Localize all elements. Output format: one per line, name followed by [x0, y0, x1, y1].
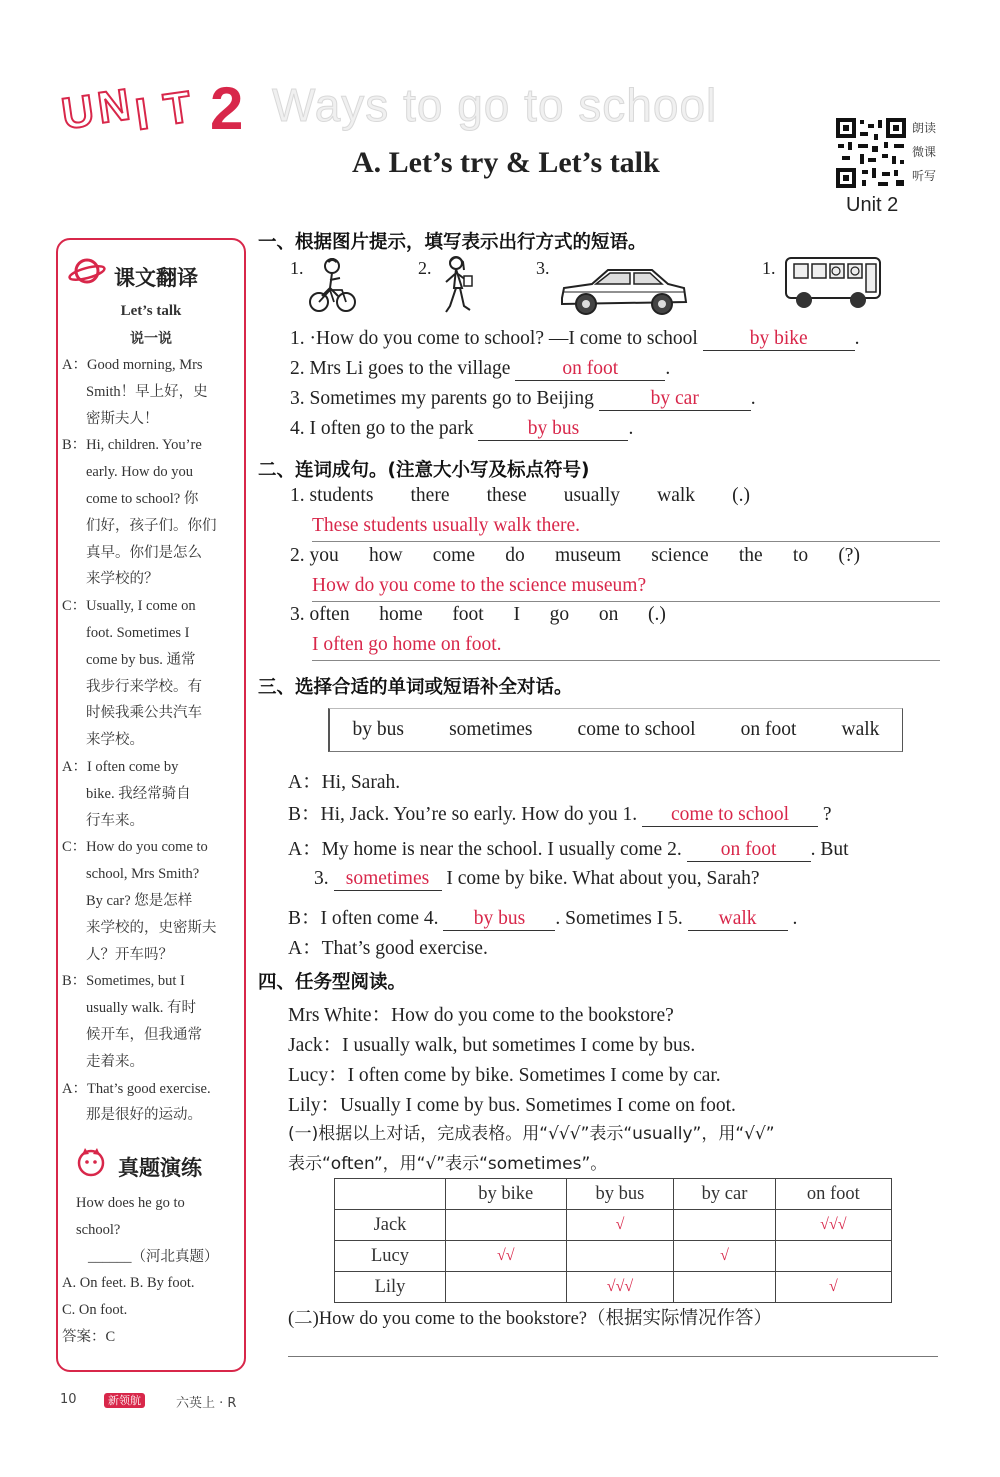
answer-blank[interactable]: by bus [478, 418, 628, 441]
question-text: 3. Sometimes my parents go to Beijing [290, 388, 594, 409]
table-cell[interactable]: √ [566, 1210, 674, 1241]
dialogue-line: 来学校。 [86, 732, 144, 749]
practice-line: C. On foot. [62, 1301, 128, 1318]
scrambled-word: (.) [732, 485, 750, 506]
table-row [335, 1210, 892, 1241]
table-header-cell: on foot [775, 1179, 891, 1210]
unit-logo [58, 75, 262, 150]
dialogue-line: A：That’s good exercise. [288, 938, 488, 959]
qr-code-icon[interactable] [834, 116, 908, 190]
part2-q3-words [290, 604, 666, 626]
table-row [335, 1272, 892, 1303]
table-header-cell: by bike [446, 1179, 567, 1210]
open-answer-line[interactable] [288, 1355, 938, 1357]
dialogue-line: A：Good morning, Mrs [62, 357, 203, 373]
dialogue-line: 时候我乘公共汽车 [86, 705, 202, 722]
part2-q3-answer[interactable]: I often go home on foot. [312, 634, 940, 661]
word-option: come to school [577, 719, 696, 740]
car-picture-icon [556, 262, 690, 320]
table-instruction: (一)根据以上对话，完成表格。用“√√√”表示“usually”，用“√√” [288, 1124, 775, 1144]
table-cell[interactable] [566, 1241, 674, 1272]
table-cell[interactable]: √√√ [775, 1210, 891, 1241]
part2-heading: 二、连词成句。(注意大小写及标点符号) [258, 460, 590, 481]
scrambled-word: (?) [838, 545, 860, 566]
open-question: (二)How do you come to the bookstore?（根据实际情况作答） [288, 1309, 773, 1329]
part2-q1-words [290, 485, 750, 507]
practice-line: ______（河北真题） [88, 1248, 219, 1265]
table-header-cell: by car [674, 1179, 775, 1210]
dialogue-line: 来学校的，史密斯夫 [86, 919, 217, 936]
answer-blank[interactable]: on foot [515, 358, 665, 381]
scrambled-word: home [379, 604, 423, 625]
part2-q2-words [290, 545, 860, 567]
fox-icon [74, 1146, 108, 1178]
punctuation: . [854, 328, 860, 349]
dialogue-line: B：Sometimes, but I [62, 973, 185, 990]
punctuation: . [750, 388, 756, 409]
answer-blank[interactable]: sometimes [334, 868, 442, 891]
dialogue-text: B：Hi, Jack. You’re so early. How do you 1. [288, 804, 638, 825]
table-header-cell [335, 1179, 446, 1210]
dialogue-line: By car? 您是怎样 [86, 892, 193, 909]
planet-icon [68, 254, 106, 288]
reading-line: Jack：I usually walk, but sometimes I come by bus. [288, 1035, 696, 1056]
dialogue-text: . Sometimes I 5. [555, 908, 683, 929]
picture-number: 1. [290, 258, 304, 278]
scrambled-word: usually [563, 485, 621, 506]
dialogue-line: A：That’s good exercise. [62, 1080, 211, 1097]
unit-letter: U [58, 86, 97, 139]
dialogue-line: A：I often come by [62, 758, 179, 775]
dialogue-line: come by bus. 通常 [86, 651, 196, 668]
qr-label-read[interactable]: 朗读 [912, 121, 937, 135]
punctuation: . [792, 908, 798, 929]
picture-number: 1. [762, 258, 776, 278]
reading-line: Lily：Usually I come by bus. Sometimes I come on foot. [288, 1095, 736, 1116]
word-bank [328, 708, 903, 752]
section-title: A. Let’s try & Let’s talk [352, 146, 660, 179]
footer-book: 六英上 · R [176, 1396, 237, 1411]
unit-letter: I [132, 89, 152, 140]
talk-title: Let’s talk [120, 303, 182, 319]
table-cell[interactable] [775, 1241, 891, 1272]
unit-number: 2 [210, 75, 244, 142]
dialogue-translation [62, 352, 240, 1129]
scrambled-word: on [598, 604, 619, 625]
blank-number: 3. [314, 868, 329, 889]
scrambled-word: 1. students [290, 485, 374, 506]
dialogue-text: . But [810, 839, 849, 860]
answer-blank[interactable]: walk [688, 908, 788, 931]
table-cell[interactable]: √ [775, 1272, 891, 1303]
question-text: 2. Mrs Li goes to the village [290, 358, 511, 379]
dialogue-line: 密斯夫人！ [86, 410, 159, 427]
scrambled-word: these [486, 485, 527, 506]
dialogue-line [288, 902, 797, 931]
dialogue-line: school, Mrs Smith? [86, 866, 200, 883]
dialogue-line: early. How do you [86, 464, 193, 481]
dialogue-line: come to school? 你 [86, 490, 199, 507]
reading-line: Mrs White：How do you come to the bookstore? [288, 1005, 674, 1026]
scrambled-word: to [792, 545, 809, 566]
part1-q4 [290, 418, 633, 441]
table-cell[interactable] [674, 1272, 775, 1303]
dialogue-line: Smith！早上好，史 [86, 383, 208, 400]
picture-number: 3. [536, 258, 550, 278]
table-cell[interactable] [446, 1272, 567, 1303]
word-option: walk [841, 719, 880, 740]
unit-letter: T [160, 82, 195, 135]
unit-letter: N [94, 80, 133, 133]
scrambled-word: (.) [648, 604, 666, 625]
row-label: Jack [335, 1210, 446, 1241]
part2-q1-answer[interactable]: These students usually walk there. [312, 515, 940, 542]
reading-line: Lucy：I often come by bike. Sometimes I come by car. [288, 1065, 721, 1086]
translation-sidebar [56, 238, 246, 1372]
scrambled-word: there [410, 485, 450, 506]
part1-q2 [290, 358, 670, 381]
part1-heading: 一、根据图片提示，填写表示出行方式的短语。 [258, 232, 647, 253]
practice-line: How does he go to [76, 1195, 185, 1211]
dialogue-line: 候开车，但我通常 [86, 1026, 202, 1043]
page-number: 10 [60, 1392, 77, 1407]
dialogue-text: B：I often come 4. [288, 908, 439, 929]
brand-badge: 新领航 [104, 1393, 145, 1408]
row-label: Lily [335, 1272, 446, 1303]
question-text: 1. ·How do you come to school? —I come to school [290, 328, 698, 349]
table-row [335, 1241, 892, 1272]
transport-table [334, 1178, 892, 1303]
dialogue-line: 我步行来学校。有 [86, 678, 202, 695]
practice-heading: 真题演练 [118, 1156, 202, 1180]
scrambled-word: museum [554, 545, 622, 566]
bus-picture-icon [780, 252, 884, 312]
scrambled-word: do [505, 545, 525, 566]
table-header-cell: by bus [566, 1179, 674, 1210]
dialogue-line: 行车来。 [86, 812, 144, 829]
scrambled-word: I [513, 604, 520, 625]
qr-label-lesson[interactable]: 微课 [912, 145, 937, 159]
dialogue-line: 走着来。 [86, 1053, 144, 1070]
scrambled-word: walk [657, 485, 696, 506]
dialogue-line [288, 798, 832, 827]
walking-girl-picture-icon [436, 254, 478, 318]
practice-line: school? [76, 1221, 121, 1238]
part1-q1 [290, 328, 860, 351]
punctuation: ? [822, 804, 832, 825]
part1-q3 [290, 388, 756, 411]
dialogue-line [314, 868, 760, 891]
answer-blank[interactable]: on foot [687, 839, 811, 862]
punctuation: . [628, 418, 634, 439]
unit-title: Ways to go to school [272, 79, 718, 131]
talk-subtitle: 说一说 [130, 331, 172, 347]
scrambled-word: science [651, 545, 709, 566]
dialogue-line: 来学校的？ [86, 571, 159, 588]
translation-heading: 课文翻译 [114, 266, 198, 290]
table-cell[interactable]: √√ [446, 1241, 567, 1272]
scrambled-word: go [549, 604, 570, 625]
qr-labels [912, 116, 936, 188]
answer-blank[interactable]: by bus [443, 908, 555, 931]
qr-label-dictation[interactable]: 听写 [912, 169, 937, 183]
question-text: 4. I often go to the park [290, 418, 474, 439]
punctuation: . [665, 358, 671, 379]
table-cell[interactable] [674, 1210, 775, 1241]
footer-brand [104, 1392, 145, 1408]
dialogue-text: A：My home is near the school. I usually come 2. [288, 839, 682, 860]
scrambled-word: how [368, 545, 403, 566]
scrambled-word: 2. you [290, 545, 339, 566]
answer-blank[interactable]: by car [599, 388, 751, 411]
unit-tag: Unit 2 [846, 194, 899, 216]
table-cell[interactable]: √√√ [566, 1272, 674, 1303]
dialogue-line: usually walk. 有时 [86, 1000, 196, 1017]
part2-q2-answer[interactable]: How do you come to the science museum? [312, 575, 940, 602]
scrambled-word: 3. often [290, 604, 350, 625]
dialogue-line: C：How do you come to [62, 839, 208, 856]
dialogue-line: 那是很好的运动。 [86, 1107, 202, 1124]
table-cell[interactable] [446, 1210, 567, 1241]
scrambled-word: foot [452, 604, 484, 625]
dialogue-line: 真早。你们是怎么 [86, 544, 202, 561]
scrambled-word: the [738, 545, 763, 566]
dialogue-line: foot. Sometimes I [86, 624, 190, 641]
table-cell[interactable]: √ [674, 1241, 775, 1272]
row-label: Lucy [335, 1241, 446, 1272]
scrambled-word: come [432, 545, 476, 566]
practice-question [76, 1190, 219, 1270]
part4-heading: 四、任务型阅读。 [258, 972, 407, 993]
table-instruction: 表示“often”，用“√”表示“sometimes”。 [288, 1154, 608, 1174]
answer-blank[interactable]: come to school [642, 804, 818, 827]
dialogue-line: B：Hi, children. You’re [62, 437, 202, 454]
picture-number: 2. [418, 258, 432, 278]
dialogue-text: I come by bike. What about you, Sarah? [446, 868, 760, 889]
word-option: on foot [740, 719, 797, 740]
dialogue-line: bike. 我经常骑自 [86, 785, 191, 802]
dialogue-line [288, 833, 849, 862]
dialogue-line: 们好，孩子们。你们 [86, 517, 217, 534]
practice-options [62, 1270, 195, 1350]
table-header-row [335, 1179, 892, 1210]
answer-blank[interactable]: by bike [703, 328, 855, 351]
word-option: by bus [352, 719, 404, 740]
word-option: sometimes [449, 719, 533, 740]
part3-heading: 三、选择合适的单词或短语补全对话。 [258, 677, 573, 698]
dialogue-line: C：Usually, I come on [62, 598, 196, 615]
practice-line: A. On feet. B. By foot. [62, 1275, 195, 1291]
bike-picture-icon [306, 256, 358, 316]
dialogue-line: 人？开车吗？ [86, 946, 173, 963]
practice-answer: 答案：C [62, 1328, 116, 1345]
dialogue-line: A：Hi, Sarah. [288, 772, 401, 793]
